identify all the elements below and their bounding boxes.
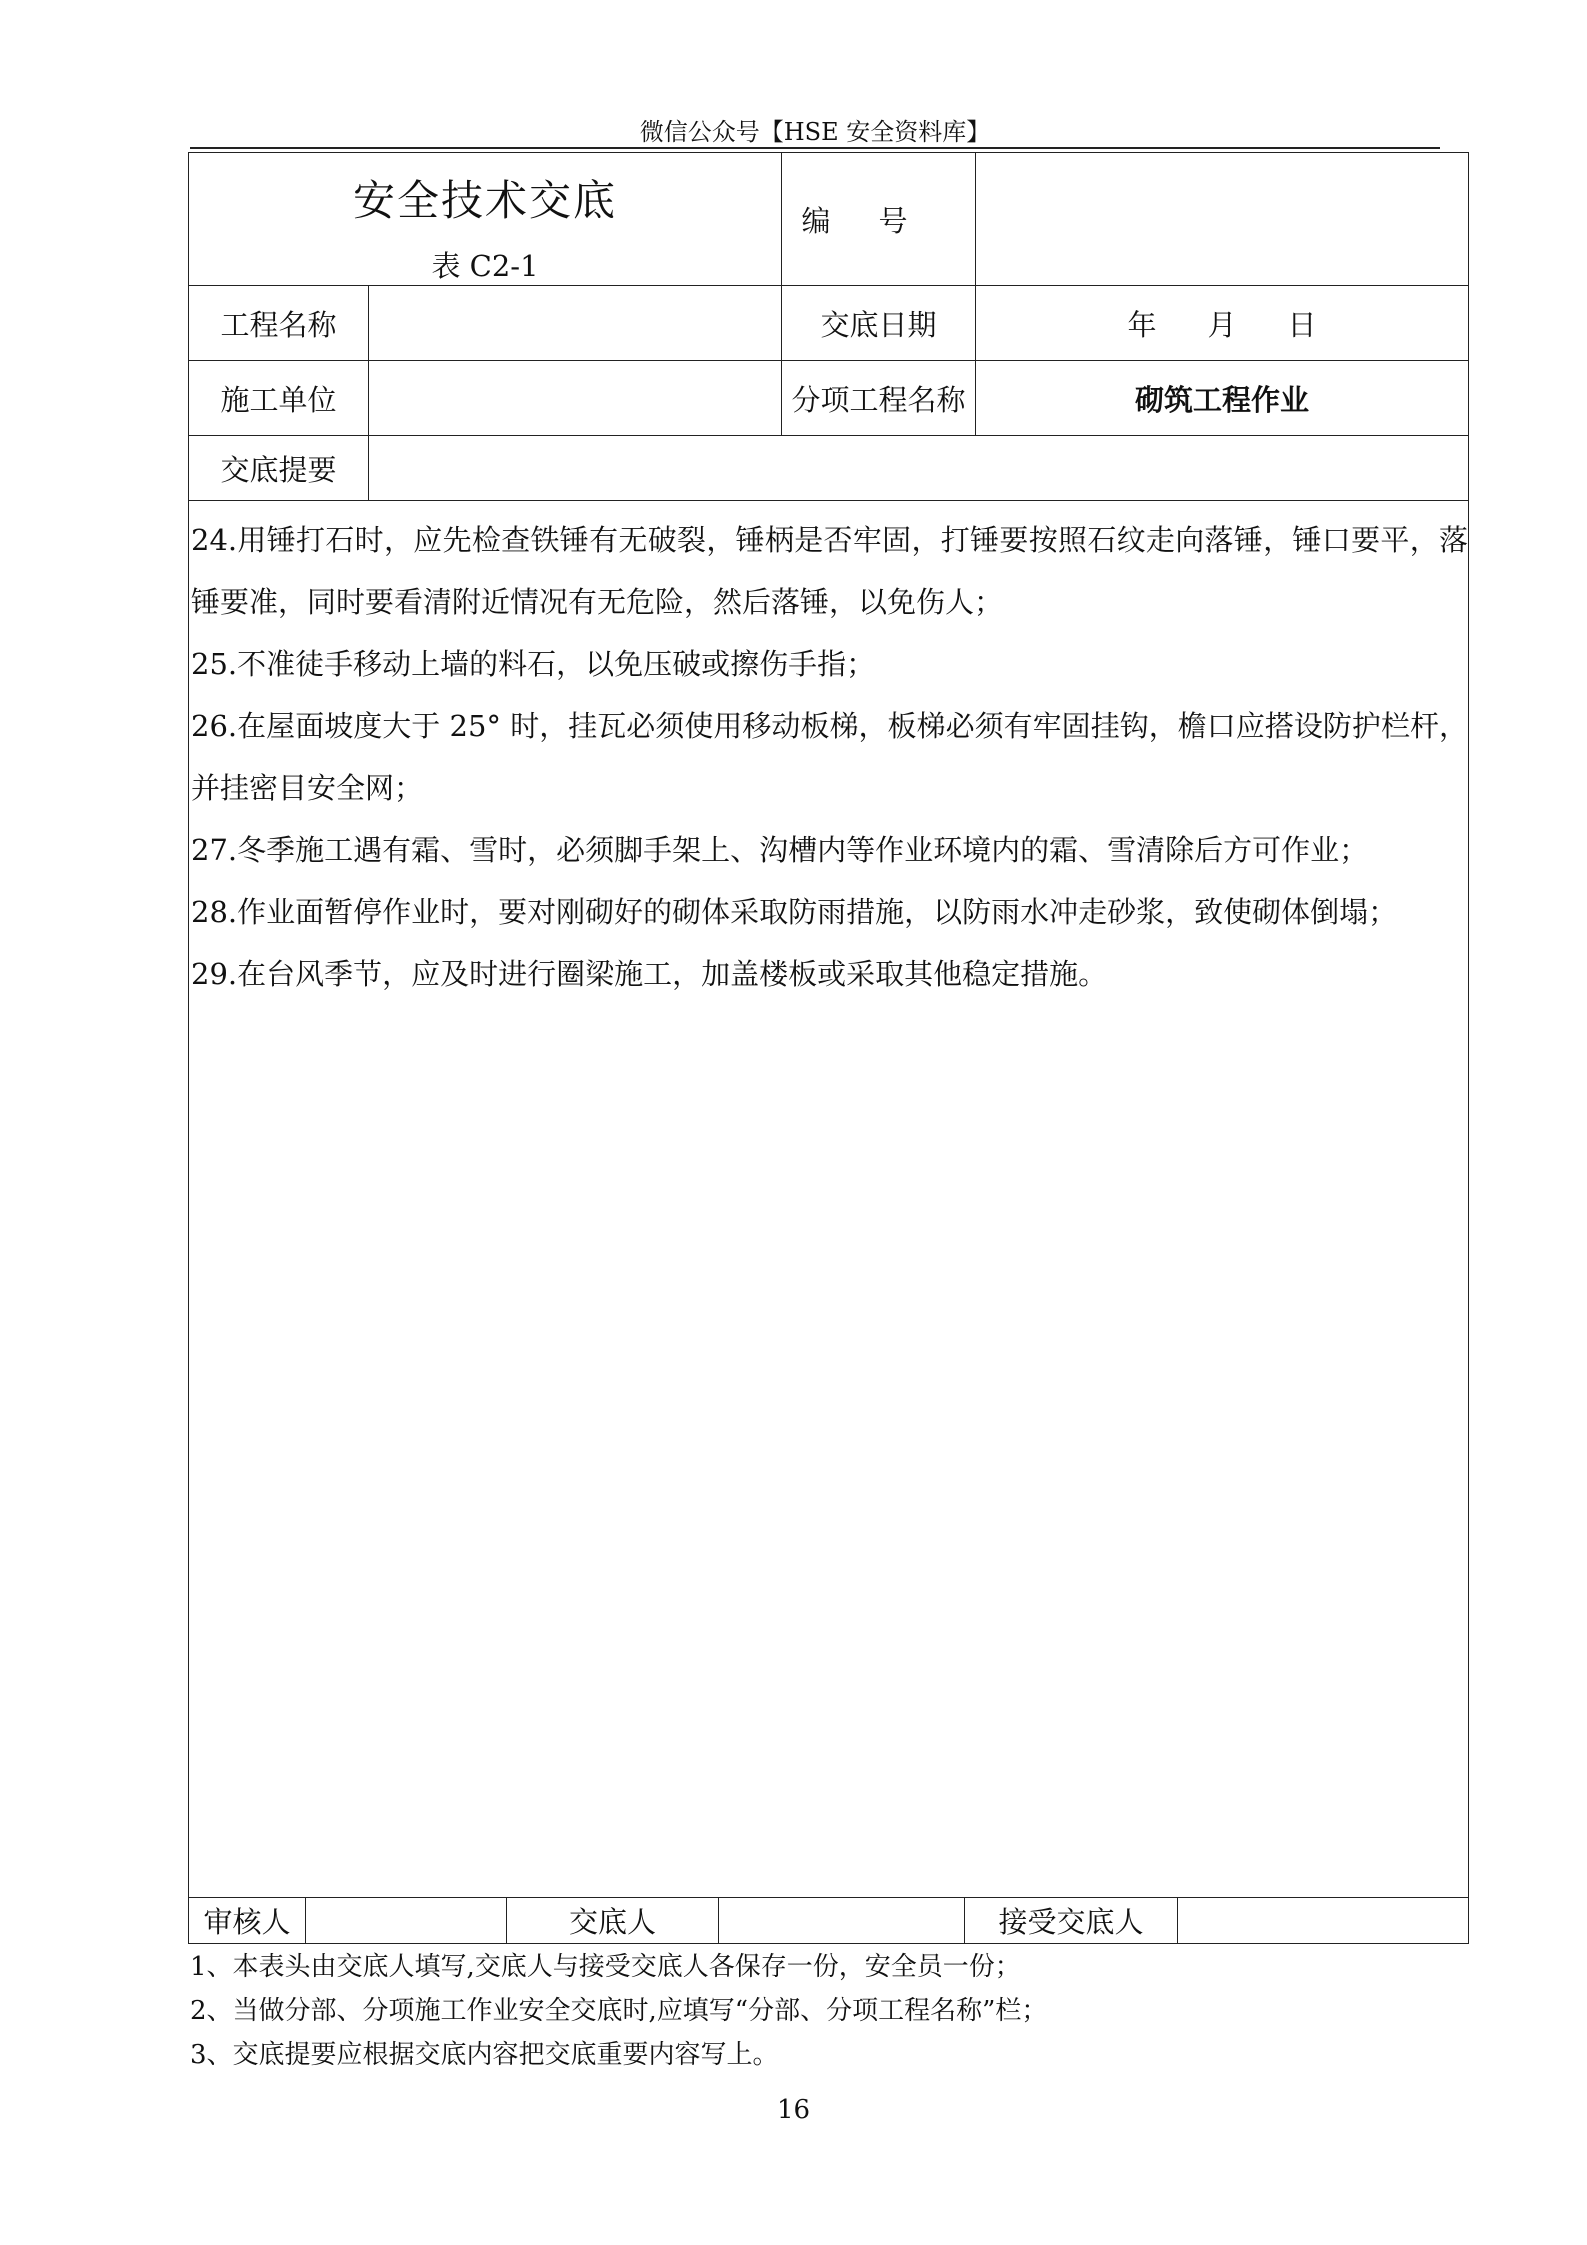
summary-field[interactable]	[368, 435, 1469, 501]
content-item: 29.在台风季节，应及时进行圈梁施工，加盖楼板或采取其他稳定措施。	[191, 957, 1108, 991]
form-subtitle: 表 C2-1	[431, 249, 539, 283]
discloser-field[interactable]	[718, 1897, 965, 1944]
summary-label: 交底提要	[188, 435, 369, 501]
project-name-label: 工程名称	[188, 285, 369, 361]
date-label: 交底日期	[781, 285, 976, 361]
form-title: 安全技术交底	[352, 176, 617, 225]
content-item: 26.在屋面坡度大于 25° 时，挂瓦必须使用移动板梯，板梯必须有牢固挂钩，檐口应搭设防护栏杆，并挂密目安全网；	[191, 709, 1468, 805]
reviewer-field[interactable]	[305, 1897, 507, 1944]
project-name-field[interactable]	[368, 285, 782, 361]
note-item: 1、本表头由交底人填写,交底人与接受交底人各保存一份，安全员一份；	[190, 1952, 1021, 1982]
note-item: 2、当做分部、分项施工作业安全交底时,应填写“分部、分项工程名称”栏；	[190, 1996, 1048, 2026]
unit-label: 施工单位	[188, 360, 369, 436]
content-item: 27.冬季施工遇有霜、雪时，必须脚手架上、沟槽内等作业环境内的霜、雪清除后方可作业；	[191, 833, 1369, 867]
subitem-label: 分项工程名称	[781, 360, 976, 436]
page-header: 微信公众号【HSE 安全资料库】	[639, 118, 991, 146]
note-item: 3、交底提要应根据交底内容把交底重要内容写上。	[190, 2040, 779, 2070]
subitem-value: 砌筑工程作业	[975, 360, 1469, 436]
discloser-label: 交底人	[506, 1897, 719, 1944]
receiver-label: 接受交底人	[964, 1897, 1178, 1944]
date-month: 月	[1207, 307, 1237, 342]
number-field[interactable]	[975, 152, 1469, 286]
receiver-field[interactable]	[1177, 1897, 1469, 1944]
unit-field[interactable]	[368, 360, 782, 436]
content-item: 24.用锤打石时，应先检查铁锤有无破裂，锤柄是否牢固，打锤要按照石纹走向落锤，锤口要平，落锤要准，同时要看清附近情况有无危险，然后落锤，以免伤人；	[191, 523, 1468, 619]
date-year: 年	[1127, 307, 1157, 342]
disclosure-content	[188, 500, 1469, 1898]
content-item: 28.作业面暂停作业时，要对刚砌好的砌体采取防雨措施，以防雨水冲走砂浆，致使砌体倒塌；	[191, 895, 1398, 929]
content-item: 25.不准徒手移动上墙的料石，以免压破或擦伤手指；	[191, 647, 876, 681]
form-notes	[190, 1945, 1460, 2077]
header-rule	[190, 147, 1440, 149]
reviewer-label: 审核人	[188, 1897, 306, 1944]
date-field[interactable]	[975, 285, 1469, 361]
date-day: 日	[1287, 307, 1317, 342]
page-number: 16	[776, 2095, 811, 2125]
number-label-text: 编号	[801, 203, 956, 238]
number-label	[781, 152, 976, 286]
